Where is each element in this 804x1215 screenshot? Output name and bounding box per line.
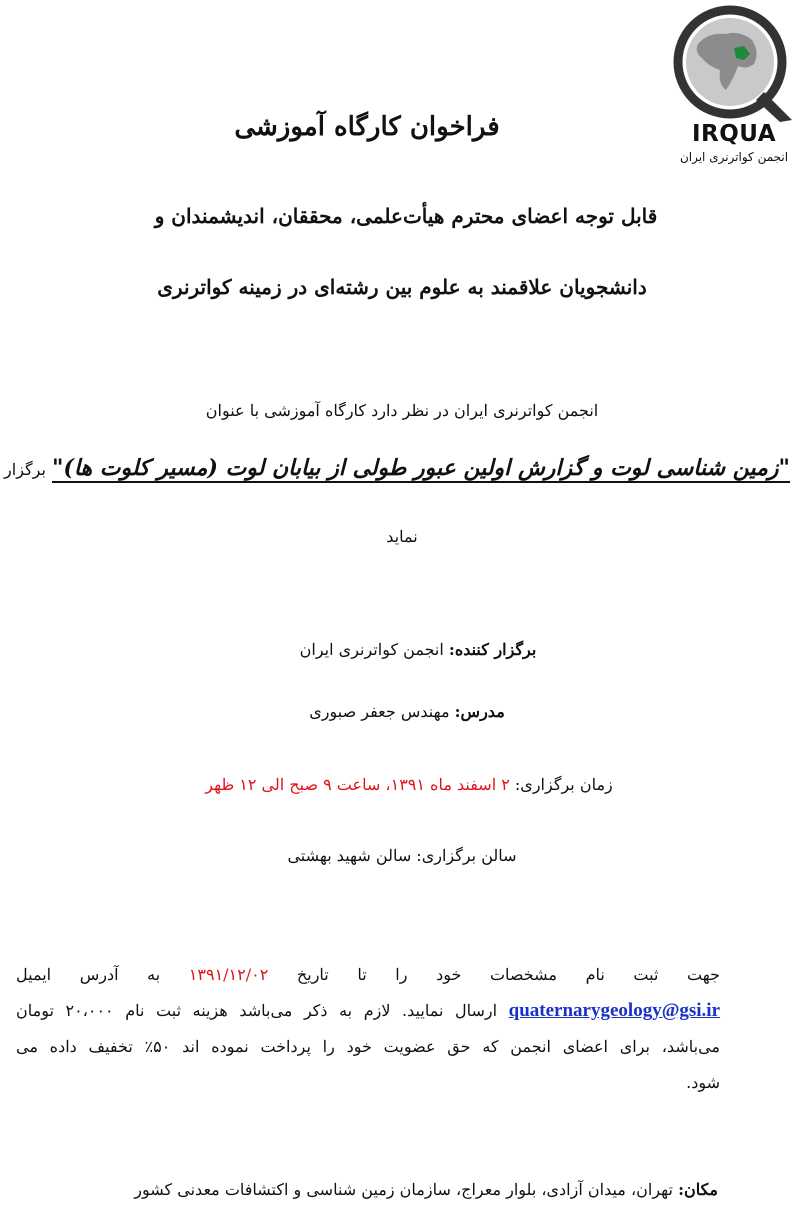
hall-row: سالن برگزاری: سالن شهید بهشتی	[287, 846, 517, 865]
registration-line-2	[16, 993, 720, 1029]
time-row	[0, 775, 804, 794]
organizer-value: انجمن کواترنری ایران	[299, 640, 449, 659]
location-label: مکان:	[678, 1180, 718, 1199]
registration-line-3: می‌باشد، برای اعضای انجمن که حق عضویت خود را پرداخت نموده اند ۵۰٪ تخفیف داده می	[16, 1037, 720, 1056]
workshop-topic: "زمین شناسی لوت و گزارش اولین عبور طولی از بیابان لوت (مسیر کلوت ها)"	[51, 455, 790, 481]
logo-association-name: انجمن کواترنری ایران	[679, 150, 789, 164]
addressee-line-2: دانشجویان علاقمند به علوم بین رشته‌ای در زمینه کواترنری	[157, 275, 647, 299]
registration-text-c: ارسال نمایید. لازم به ذکر می‌باشد هزینه ثبت نام ۲۰،۰۰۰ تومان	[16, 1001, 509, 1020]
addressee-line-1: قابل توجه اعضای محترم هیأت‌علمی، محققان، اندیشمندان و	[154, 204, 658, 228]
logo-acronym: IRQUA	[691, 121, 777, 147]
instructor-row	[0, 702, 804, 721]
workshop-topic-continuation: نماید	[386, 527, 418, 546]
registration-line-1	[16, 957, 720, 993]
irqua-logo	[668, 4, 800, 174]
globe-q-icon	[668, 4, 800, 124]
email-link[interactable]: quaternarygeology@gsi.ir	[508, 1000, 721, 1021]
workshop-topic-suffix: برگزار	[4, 460, 46, 479]
time-value: ۲ اسفند ماه ۱۳۹۱، ساعت ۹ صبح الی ۱۲ ظهر	[205, 775, 510, 794]
location-value: تهران، میدان آزادی، بلوار معراج، سازمان زمین شناسی و اکتشافات معدنی کشور	[134, 1180, 679, 1199]
registration-paragraph	[16, 957, 720, 1101]
location-row	[134, 1180, 718, 1199]
registration-text-a: جهت ثبت نام مشخصات خود را تا تاریخ	[268, 965, 720, 984]
instructor-label: مدرس:	[454, 702, 505, 721]
workshop-topic-line	[4, 455, 790, 481]
registration-text-b: به آدرس ایمیل	[16, 965, 189, 984]
time-label: زمان برگزاری:	[509, 775, 613, 794]
instructor-value: مهندس جعفر صبوری	[309, 702, 455, 721]
page-title: فراخوان کارگاه آموزشی	[234, 112, 500, 142]
registration-line-4: شود.	[686, 1073, 720, 1092]
registration-deadline: ۱۳۹۱/۱۲/۰۲	[188, 965, 269, 984]
intro-text: انجمن کواترنری ایران در نظر دارد کارگاه آموزشی با عنوان	[205, 401, 599, 420]
organizer-row	[0, 640, 804, 659]
organizer-label: برگزار کننده:	[448, 640, 537, 659]
